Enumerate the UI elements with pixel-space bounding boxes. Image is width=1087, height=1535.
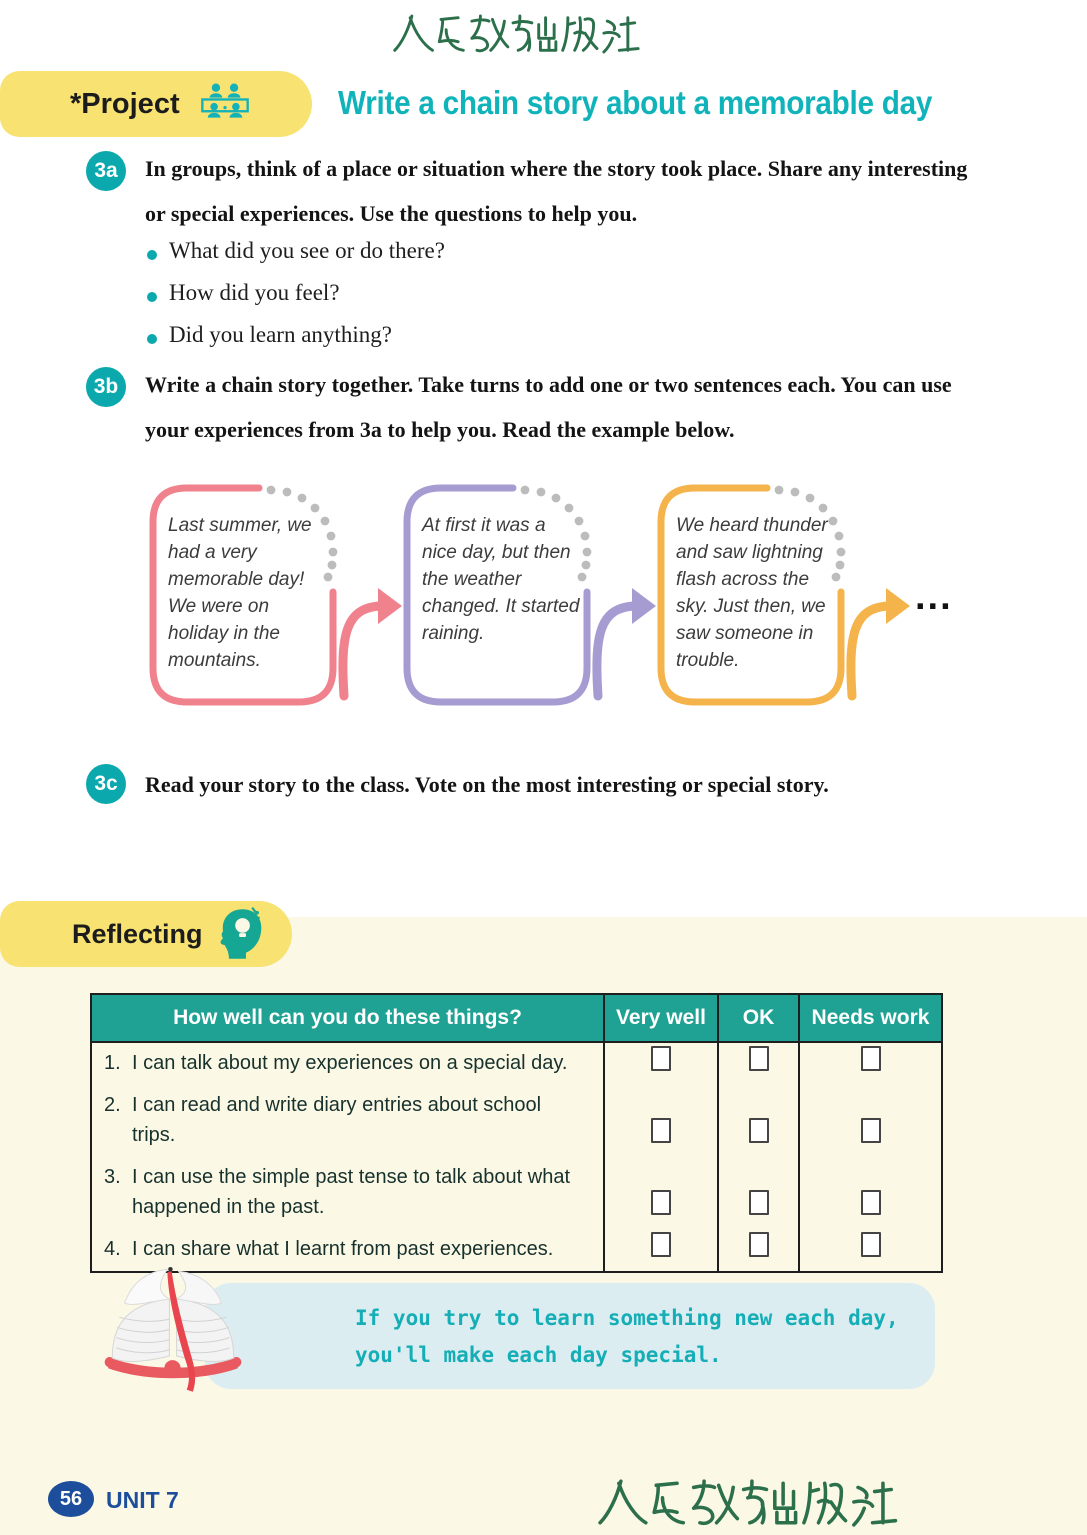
header-very-well: Very well xyxy=(604,994,718,1042)
project-banner xyxy=(0,71,312,137)
checkbox-very-well-4[interactable] xyxy=(651,1232,671,1257)
project-label: *Project xyxy=(70,87,180,120)
publisher-logo-calligraphy xyxy=(565,1477,995,1529)
checkbox-very-well-1[interactable] xyxy=(651,1046,671,1071)
reflecting-banner xyxy=(0,901,292,967)
table-row xyxy=(91,1085,942,1157)
row-text: I can read and write diary entries about school trips. xyxy=(132,1094,542,1146)
bullet-item xyxy=(147,322,445,364)
checkbox-ok-4[interactable] xyxy=(749,1232,769,1257)
page-number-badge: 56 xyxy=(48,1481,94,1517)
section-badge-3a: 3a xyxy=(86,151,126,191)
quote-line-1: If you try to learn something new each day, xyxy=(355,1306,899,1330)
publisher-logo-calligraphy xyxy=(393,10,693,58)
bullet-text: How did you feel? xyxy=(169,280,340,305)
bullet-item xyxy=(147,280,445,322)
group-meeting-icon xyxy=(196,81,254,127)
checkbox-very-well-2[interactable] xyxy=(651,1118,671,1143)
row-number: 1. xyxy=(104,1052,121,1074)
header-can-do: How well can you do these things? xyxy=(91,994,604,1042)
chain-arrow-icon xyxy=(336,482,404,708)
thinking-head-icon xyxy=(217,905,263,963)
story-bubble-1 xyxy=(147,482,339,708)
row-number: 4. xyxy=(104,1238,121,1260)
checkbox-ok-1[interactable] xyxy=(749,1046,769,1071)
checkbox-ok-3[interactable] xyxy=(749,1190,769,1215)
section-3a-instruction: In groups, think of a place or situation where the story took place. Share any interesting or special experiences. Use the questions to help you. xyxy=(145,156,968,226)
checkbox-needs-work-2[interactable] xyxy=(861,1118,881,1143)
checkbox-very-well-3[interactable] xyxy=(651,1190,671,1215)
story-bubble-3 xyxy=(655,482,847,708)
bubble-text: At first it was a nice day, but then the weather changed. It started raining. xyxy=(422,515,580,644)
unit-label: UNIT 7 xyxy=(106,1487,179,1513)
section-badge-3b: 3b xyxy=(86,367,126,407)
row-number: 3. xyxy=(104,1166,121,1188)
page-title: Write a chain story about a memorable day xyxy=(338,84,933,121)
quote-box xyxy=(205,1283,935,1389)
open-book-icon xyxy=(103,1256,243,1404)
bubble-text: We heard thunder and saw lightning flash across the sky. Just then, we saw someone in trouble. xyxy=(676,515,828,671)
story-continues-ellipsis: ... xyxy=(915,576,953,618)
chain-arrow-icon xyxy=(590,482,658,708)
bubble-text: Last summer, we had a very memorable day! We were on holiday in the mountains. xyxy=(168,515,312,671)
bullet-text: Did you learn anything? xyxy=(169,322,392,347)
bullet-text: What did you see or do there? xyxy=(169,238,445,263)
bullet-dot-icon xyxy=(147,292,157,302)
bullet-dot-icon xyxy=(147,250,157,260)
checkbox-ok-2[interactable] xyxy=(749,1118,769,1143)
section-badge-3c: 3c xyxy=(86,764,126,804)
story-bubble-2 xyxy=(401,482,593,708)
reflecting-label: Reflecting xyxy=(72,918,203,949)
table-row xyxy=(91,1157,942,1229)
reflecting-table xyxy=(90,993,943,1273)
chain-story-example xyxy=(147,482,953,708)
row-text: I can share what I learnt from past experiences. xyxy=(132,1238,554,1260)
checkbox-needs-work-3[interactable] xyxy=(861,1190,881,1215)
row-text: I can talk about my experiences on a special day. xyxy=(132,1052,568,1074)
checkbox-needs-work-1[interactable] xyxy=(861,1046,881,1071)
section-3b-instruction: Write a chain story together. Take turns to add one or two sentences each. You can use your experiences from 3a to help you. Read the example below. xyxy=(145,372,952,442)
checkbox-needs-work-4[interactable] xyxy=(861,1232,881,1257)
table-row xyxy=(91,1042,942,1085)
header-ok: OK xyxy=(718,994,799,1042)
section-3c-instruction: Read your story to the class. Vote on the most interesting or special story. xyxy=(145,772,829,797)
question-bullet-list xyxy=(147,238,445,364)
chain-arrow-icon xyxy=(844,482,912,708)
bullet-dot-icon xyxy=(147,334,157,344)
table-header-row xyxy=(91,994,942,1042)
header-needs-work: Needs work xyxy=(799,994,942,1042)
row-text: I can use the simple past tense to talk about what happened in the past. xyxy=(132,1166,571,1218)
bullet-item xyxy=(147,238,445,280)
quote-line-2: you'll make each day special. xyxy=(355,1343,722,1367)
row-number: 2. xyxy=(104,1094,121,1116)
